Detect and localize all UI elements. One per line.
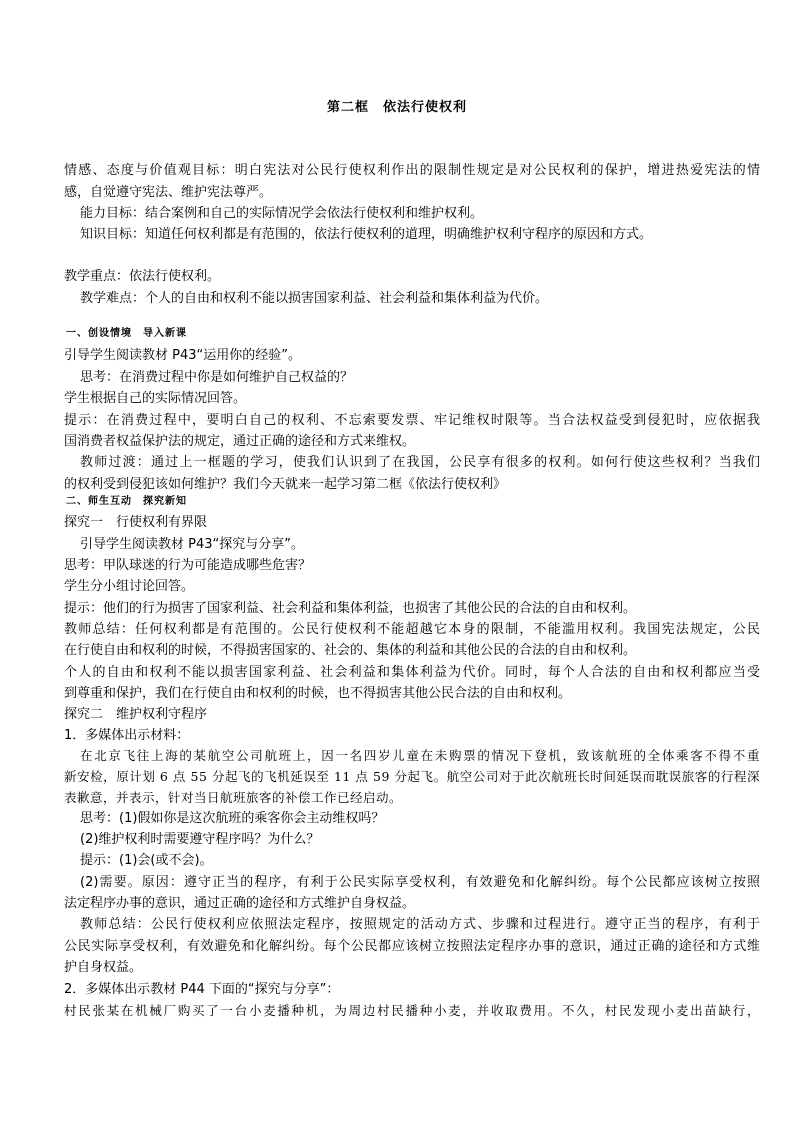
hint1: 提示：(1)会(或不会)。 xyxy=(80,853,213,868)
explore1-title: 探究一 行使权利有界限 xyxy=(64,515,208,530)
section1-heading: 一、创设情境 导入新课 xyxy=(66,328,187,339)
explore2-media1: 1．多媒体出示材料： xyxy=(64,728,190,743)
section1-line6: 教师过渡：通过上一框题的学习，使我们认识到了在我国，公民享有很多的权利。如何行使这些权利？当我们 xyxy=(80,455,760,470)
explore2-title: 探究二 维护权利守程序 xyxy=(64,707,208,722)
page-title: 第二框 依法行使权利 xyxy=(326,100,467,115)
question1: 思考：(1)假如你是这次航班的乘客你会主动维权吗？ xyxy=(80,811,385,826)
explore1-line8: 到尊重和保护，我们在行使自由和权利的时候，也不得损害其他公民合法的自由和权利。 xyxy=(64,686,572,701)
summary-line2: 公民实际享受权利，有效避免和化解纠纷。每个公民都应该树立按照法定程序办事的意识，通过正确的途径和方式维 xyxy=(64,939,760,954)
summary-line3: 护自身权益。 xyxy=(64,960,143,975)
section1-line2: 思考：在消费过程中你是如何维护自己权益的？ xyxy=(80,370,354,385)
case1-line3: 表歉意，并表示，针对当日航班旅客的补偿工作已经启动。 xyxy=(64,790,403,805)
explore1-line1: 引导学生阅读教材 P43“探究与分享”。 xyxy=(80,537,304,552)
section1-line4: 提示：在消费过程中，要明白自己的权利、不忘索要发票、牢记维权时限等。当合法权益受到侵犯时，应依据我 xyxy=(64,413,760,428)
hint2-line1: (2)需要。原因：遵守正当的程序，有利于公民实际享受权利，有效避免和化解纠纷。每个公民都应该树立按照 xyxy=(80,875,760,890)
objective-emotion-line1: 情感、态度与价值观目标：明白宪法对公民行使权利作出的限制性规定是对公民权利的保护，增进热爱宪法的情 xyxy=(64,163,760,178)
explore1-line6: 在行使自由和权利的时候，不得损害国家的、社会的、集体的利益和其他公民的合法的自由和权利。 xyxy=(64,643,637,658)
section1-line1: 引导学生阅读教材 P43“运用你的经验”。 xyxy=(64,348,301,363)
case1-line1: 在北京飞往上海的某航空公司航班上，因一名四岁儿童在未购票的情况下登机，致该航班的全体乘客不得不重 xyxy=(80,748,760,763)
case1-line2: 新安检，原计划 6 点 55 分起飞的飞机延误至 11 点 59 分起飞。航空公司对于此次航班长时间延误而耽误旅客的行程深 xyxy=(64,769,760,784)
section1-line7: 的权利受到侵犯该如何维护？我们今天就来一起学习第二框《依法行使权利》 xyxy=(64,477,507,492)
explore1-line2: 思考：甲队球迷的行为可能造成哪些危害？ xyxy=(64,558,312,573)
case2-line1: 村民张某在机械厂购买了一台小麦播种机，为周边村民播种小麦，并收取费用。不久，村民发现小麦出苗缺行， xyxy=(64,1003,760,1018)
hint2-line2: 法定程序办事的意识，通过正确的途径和方式维护自身权益。 xyxy=(64,896,416,911)
section1-line5: 国消费者权益保护法的规定，通过正确的途径和方式来维权。 xyxy=(64,434,416,449)
objective-knowledge: 知识目标：知道任何权利都是有范围的，依法行使权利的道理，明确维护权利守程序的原因和方式。 xyxy=(80,227,653,242)
summary-line1: 教师总结：公民行使权利应依照法定程序，按照规定的活动方式、步骤和过程进行。遵守正当的程序，有利于 xyxy=(80,917,760,932)
section2-heading: 二、师生互动 探究新知 xyxy=(66,496,187,507)
explore1-line3: 学生分小组讨论回答。 xyxy=(64,579,195,594)
objective-emotion-line2: 感，自觉遵守宪法、维护宪法尊严。 xyxy=(64,185,273,200)
explore1-line4: 提示：他们的行为损害了国家利益、社会利益和集体利益，也损害了其他公民的合法的自由和权利。 xyxy=(64,601,637,616)
teaching-difficulty: 教学难点：个人的自由和权利不能以损害国家利益、社会利益和集体利益为代价。 xyxy=(80,291,549,306)
question2: (2)维护权利时需要遵守程序吗？为什么？ xyxy=(80,832,320,847)
section1-line3: 学生根据自己的实际情况回答。 xyxy=(64,391,247,406)
explore2-media2: 2．多媒体出示教材 P44 下面的“探究与分享”： xyxy=(64,982,340,997)
explore1-line7: 个人的自由和权利不能以损害国家利益、社会利益和集体利益为代价。同时，每个人合法的自由和权利都应当受 xyxy=(64,665,760,680)
teaching-key-point: 教学重点：依法行使权利。 xyxy=(64,269,221,284)
explore1-line5: 教师总结：任何权利都是有范围的。公民行使权利不能超越它本身的限制，不能滥用权利。我国宪法规定，公民 xyxy=(64,622,760,637)
objective-ability: 能力目标：结合案例和自己的实际情况学会依法行使权利和维护权利。 xyxy=(80,206,484,221)
